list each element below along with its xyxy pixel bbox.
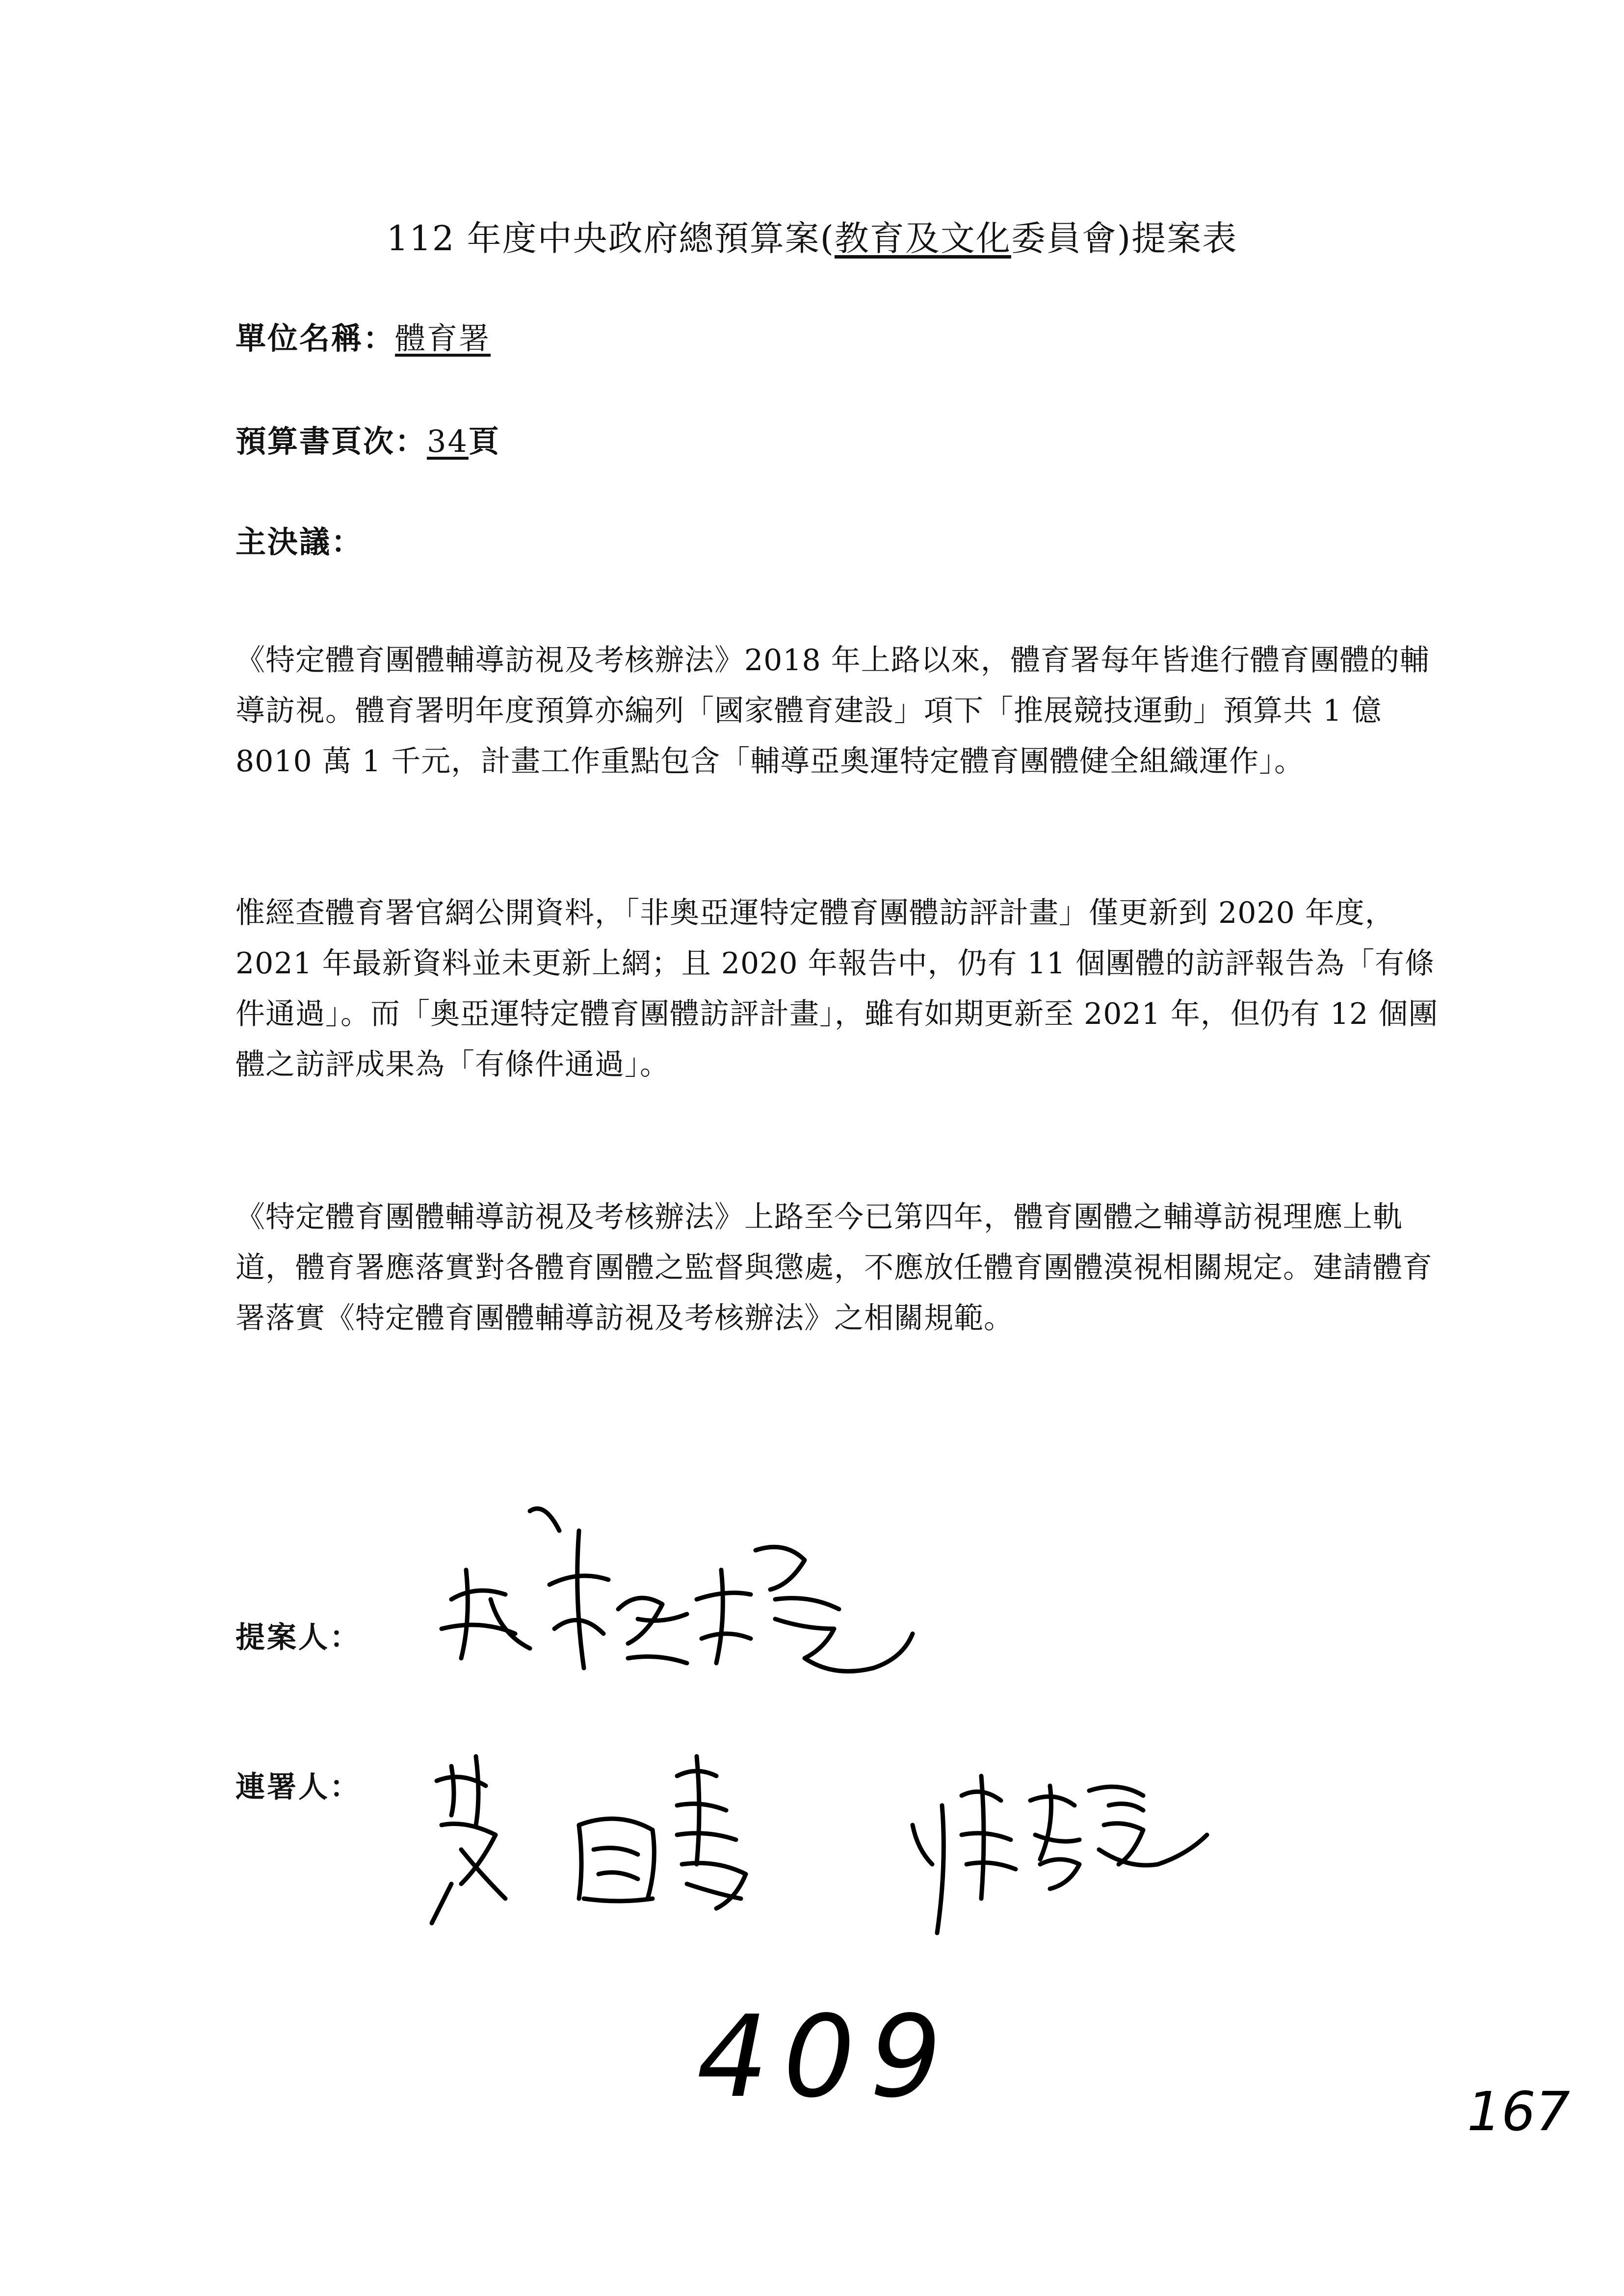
resolution-heading <box>236 518 363 561</box>
handwritten-page-number: 409 <box>697 1992 956 2123</box>
resolution-label: 主決議： <box>236 524 364 560</box>
budget-page-label: 預算書頁次： <box>236 423 427 459</box>
unit-value: 體育署 <box>395 320 491 356</box>
paragraph-3: 《特定體育團體輔導訪視及考核辦法》上路至今已第四年，體育團體之輔導訪視理應上軌道，體育署應落實對各體育團體之監督與懲處，不應放任體育團體漠視相關規定。建請體育署落實《特定體育團體輔導訪視及考核辦法》之相關規範。 <box>236 1200 1433 1335</box>
title-suffix: 委員會)提案表 <box>1011 218 1238 259</box>
proposer-signature <box>432 1472 922 1707</box>
budget-page-unit: 頁 <box>468 423 500 459</box>
paragraph-2: 惟經查體育署官網公開資料，「非奧亞運特定體育團體訪評計畫」僅更新到 2020 年度，2021 年最新資料並未更新上網；且 2020 年報告中，仍有 11 個團體的訪評報告為「有條件通過」。而「奧亞運特定體育團體訪評計畫」，雖有如期更新至 2021 年，但仍有 12 個團體之訪評成果為「有條件通過」。 <box>236 896 1439 1082</box>
handwritten-corner-number: 167 <box>1467 2080 1570 2143</box>
cosigner-label: 連署人： <box>236 1770 361 1804</box>
unit-field <box>236 314 491 358</box>
proposer-label: 提案人： <box>236 1620 361 1655</box>
cosigner-signatures <box>422 1737 1256 1943</box>
budget-page-field <box>236 417 500 461</box>
unit-label: 單位名稱： <box>236 320 395 356</box>
page-title <box>0 211 1624 261</box>
paragraph-1: 《特定體育團體輔導訪視及考核辦法》2018 年上路以來，體育署每年皆進行體育團體的輔導訪視。體育署明年度預算亦編列「國家體育建設」項下「推展競技運動」預算共 1 億 8010 萬 1 千元，計畫工作重點包含「輔導亞奧運特定體育團體健全組織運作」。 <box>236 643 1430 779</box>
budget-page-value: 34 <box>427 423 469 459</box>
title-committee: 教育及文化 <box>834 218 1011 259</box>
title-prefix: 112 年度中央政府總預算案( <box>386 218 835 259</box>
